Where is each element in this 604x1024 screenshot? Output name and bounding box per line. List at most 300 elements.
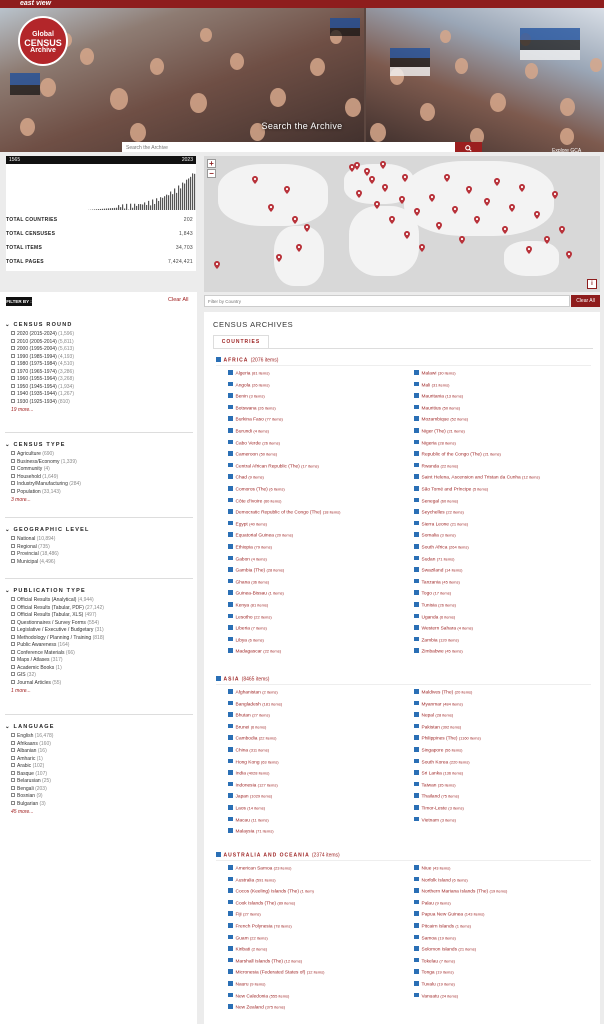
map-pin-icon[interactable] xyxy=(374,201,380,209)
checkbox-checked[interactable] xyxy=(414,567,419,572)
filter-option[interactable] xyxy=(5,763,195,771)
checkbox-checked[interactable] xyxy=(414,935,419,940)
country-item[interactable] xyxy=(228,946,267,953)
filter-option[interactable] xyxy=(5,489,195,497)
checkbox-checked[interactable] xyxy=(228,463,233,468)
checkbox-checked[interactable] xyxy=(228,793,233,798)
country-item[interactable] xyxy=(228,712,270,719)
filter-option[interactable] xyxy=(5,771,195,779)
checkbox[interactable] xyxy=(11,627,15,631)
checkbox-checked[interactable] xyxy=(414,509,419,514)
filter-option[interactable] xyxy=(5,778,195,786)
checkbox-checked[interactable] xyxy=(414,747,419,752)
filter-option[interactable] xyxy=(5,627,195,635)
checkbox-checked[interactable] xyxy=(228,486,233,491)
country-item[interactable] xyxy=(414,428,465,435)
map-info-button[interactable]: i xyxy=(587,279,597,289)
checkbox-checked[interactable] xyxy=(414,689,419,694)
checkbox[interactable] xyxy=(11,597,15,601)
checkbox-checked[interactable] xyxy=(228,509,233,514)
checkbox-checked[interactable] xyxy=(414,648,419,653)
checkbox-checked[interactable] xyxy=(228,637,233,642)
checkbox-checked[interactable] xyxy=(414,370,419,375)
country-item[interactable] xyxy=(228,958,302,965)
checkbox-checked[interactable] xyxy=(228,817,233,822)
filter-option[interactable] xyxy=(5,620,195,628)
checkbox[interactable] xyxy=(11,474,15,478)
checkbox-checked[interactable] xyxy=(228,521,233,526)
country-item[interactable] xyxy=(414,567,463,574)
checkbox-checked[interactable] xyxy=(414,900,419,905)
checkbox[interactable] xyxy=(11,672,15,676)
checkbox-checked[interactable] xyxy=(228,370,233,375)
country-item[interactable] xyxy=(414,532,456,539)
checkbox-checked[interactable] xyxy=(414,614,419,619)
zoom-in-button[interactable]: + xyxy=(207,159,216,168)
checkbox-checked[interactable] xyxy=(414,877,419,882)
country-item[interactable] xyxy=(414,625,473,632)
checkbox-checked[interactable] xyxy=(414,969,419,974)
country-item[interactable] xyxy=(228,935,268,942)
map-pin-icon[interactable] xyxy=(526,246,532,254)
checkbox-checked[interactable] xyxy=(228,993,233,998)
filter-group-title[interactable] xyxy=(5,724,195,730)
checkbox[interactable] xyxy=(11,536,15,540)
country-item[interactable] xyxy=(228,416,283,423)
checkbox[interactable] xyxy=(11,399,15,403)
map-pin-icon[interactable] xyxy=(276,254,282,262)
country-item[interactable] xyxy=(414,498,458,505)
checkbox-checked[interactable] xyxy=(216,357,221,362)
country-item[interactable] xyxy=(414,817,456,824)
checkbox-checked[interactable] xyxy=(228,393,233,398)
filter-option[interactable] xyxy=(5,361,195,369)
country-item[interactable] xyxy=(414,689,472,696)
country-item[interactable] xyxy=(414,637,459,644)
checkbox-checked[interactable] xyxy=(216,676,221,681)
checkbox[interactable] xyxy=(11,466,15,470)
checkbox-checked[interactable] xyxy=(414,911,419,916)
map-pin-icon[interactable] xyxy=(364,168,370,176)
checkbox[interactable] xyxy=(11,605,15,609)
country-item[interactable] xyxy=(228,923,292,930)
checkbox-checked[interactable] xyxy=(228,712,233,717)
checkbox-checked[interactable] xyxy=(228,911,233,916)
show-more-link[interactable]: 19 more... xyxy=(11,407,34,413)
explore-gca-link[interactable]: Explore GCA xyxy=(552,148,582,152)
country-item[interactable] xyxy=(414,993,458,1000)
map-pin-icon[interactable] xyxy=(429,194,435,202)
checkbox[interactable] xyxy=(11,786,15,790)
global-census-archive-logo[interactable] xyxy=(18,16,68,66)
checkbox-checked[interactable] xyxy=(414,556,419,561)
checkbox-checked[interactable] xyxy=(228,969,233,974)
checkbox-checked[interactable] xyxy=(414,544,419,549)
country-item[interactable] xyxy=(414,544,469,551)
map-pin-icon[interactable] xyxy=(502,226,508,234)
checkbox-checked[interactable] xyxy=(228,724,233,729)
map-pin-icon[interactable] xyxy=(436,222,442,230)
checkbox-checked[interactable] xyxy=(228,556,233,561)
country-item[interactable] xyxy=(414,888,507,895)
country-item[interactable] xyxy=(228,625,267,632)
country-item[interactable] xyxy=(228,486,285,493)
country-item[interactable] xyxy=(414,770,463,777)
checkbox-checked[interactable] xyxy=(228,416,233,421)
map-pin-icon[interactable] xyxy=(399,196,405,204)
country-item[interactable] xyxy=(228,969,324,976)
checkbox-checked[interactable] xyxy=(228,382,233,387)
filter-option[interactable] xyxy=(5,376,195,384)
country-item[interactable] xyxy=(414,648,463,655)
country-item[interactable] xyxy=(414,946,476,953)
map-pin-icon[interactable] xyxy=(494,178,500,186)
country-item[interactable] xyxy=(228,759,279,766)
region-header[interactable] xyxy=(216,852,340,859)
country-item[interactable] xyxy=(414,393,463,400)
checkbox-checked[interactable] xyxy=(414,637,419,642)
country-item[interactable] xyxy=(228,428,269,435)
country-item[interactable] xyxy=(414,416,468,423)
country-item[interactable] xyxy=(228,637,264,644)
filter-option[interactable] xyxy=(5,748,195,756)
checkbox-checked[interactable] xyxy=(228,888,233,893)
country-item[interactable] xyxy=(228,782,278,789)
filter-option[interactable] xyxy=(5,597,195,605)
checkbox-checked[interactable] xyxy=(228,735,233,740)
world-map[interactable] xyxy=(204,156,600,292)
country-item[interactable] xyxy=(228,556,267,563)
checkbox-checked[interactable] xyxy=(414,724,419,729)
filter-option[interactable] xyxy=(5,733,195,741)
country-item[interactable] xyxy=(228,981,265,988)
country-item[interactable] xyxy=(414,474,540,481)
filter-option[interactable] xyxy=(5,551,195,559)
country-item[interactable] xyxy=(228,828,274,835)
checkbox-checked[interactable] xyxy=(228,532,233,537)
checkbox[interactable] xyxy=(11,459,15,463)
country-item[interactable] xyxy=(414,759,470,766)
map-pin-icon[interactable] xyxy=(474,216,480,224)
checkbox-checked[interactable] xyxy=(414,393,419,398)
map-pin-icon[interactable] xyxy=(404,231,410,239)
checkbox-checked[interactable] xyxy=(228,701,233,706)
zoom-out-button[interactable]: − xyxy=(207,169,216,178)
checkbox[interactable] xyxy=(11,620,15,624)
checkbox[interactable] xyxy=(11,354,15,358)
map-pin-icon[interactable] xyxy=(292,216,298,224)
map-pin-icon[interactable] xyxy=(284,186,290,194)
checkbox-checked[interactable] xyxy=(414,981,419,986)
country-item[interactable] xyxy=(228,579,269,586)
map-pin-icon[interactable] xyxy=(452,206,458,214)
checkbox-checked[interactable] xyxy=(414,701,419,706)
country-item[interactable] xyxy=(228,590,284,597)
map-pin-icon[interactable] xyxy=(214,261,220,269)
checkbox-checked[interactable] xyxy=(414,793,419,798)
country-item[interactable] xyxy=(228,614,272,621)
checkbox-checked[interactable] xyxy=(414,521,419,526)
checkbox-checked[interactable] xyxy=(228,946,233,951)
checkbox-checked[interactable] xyxy=(228,877,233,882)
checkbox-checked[interactable] xyxy=(228,614,233,619)
filter-option[interactable] xyxy=(5,741,195,749)
clear-all-filters-link[interactable]: Clear All xyxy=(168,297,189,303)
checkbox-checked[interactable] xyxy=(414,405,419,410)
filter-option[interactable] xyxy=(5,635,195,643)
country-item[interactable] xyxy=(228,900,295,907)
checkbox[interactable] xyxy=(11,741,15,745)
tab-countries[interactable]: COUNTRIES xyxy=(213,335,269,348)
country-item[interactable] xyxy=(228,521,267,528)
country-item[interactable] xyxy=(228,463,319,470)
brand-logo-text[interactable]: east view xyxy=(20,0,52,7)
filter-option[interactable] xyxy=(5,642,195,650)
checkbox[interactable] xyxy=(11,544,15,548)
checkbox-checked[interactable] xyxy=(414,958,419,963)
checkbox-checked[interactable] xyxy=(228,474,233,479)
map-pin-icon[interactable] xyxy=(544,236,550,244)
filter-option[interactable] xyxy=(5,665,195,673)
country-item[interactable] xyxy=(228,544,272,551)
checkbox[interactable] xyxy=(11,801,15,805)
checkbox-checked[interactable] xyxy=(228,451,233,456)
checkbox-checked[interactable] xyxy=(414,498,419,503)
country-item[interactable] xyxy=(414,614,455,621)
checkbox-checked[interactable] xyxy=(414,625,419,630)
filter-option[interactable] xyxy=(5,466,195,474)
country-item[interactable] xyxy=(228,405,276,412)
country-item[interactable] xyxy=(228,735,277,742)
checkbox[interactable] xyxy=(11,733,15,737)
checkbox-checked[interactable] xyxy=(414,805,419,810)
country-item[interactable] xyxy=(228,747,269,754)
filter-group-title[interactable] xyxy=(5,322,195,328)
map-pin-icon[interactable] xyxy=(268,204,274,212)
country-item[interactable] xyxy=(228,805,265,812)
country-item[interactable] xyxy=(228,817,269,824)
checkbox-checked[interactable] xyxy=(228,405,233,410)
country-item[interactable] xyxy=(228,393,265,400)
country-item[interactable] xyxy=(414,451,501,458)
filter-option[interactable] xyxy=(5,369,195,377)
map-pin-icon[interactable] xyxy=(252,176,258,184)
timeline-histogram[interactable] xyxy=(6,164,196,212)
checkbox-checked[interactable] xyxy=(414,759,419,764)
region-header[interactable] xyxy=(216,357,278,364)
filter-option[interactable] xyxy=(5,544,195,552)
country-item[interactable] xyxy=(414,463,458,470)
checkbox-checked[interactable] xyxy=(414,993,419,998)
map-pin-icon[interactable] xyxy=(534,211,540,219)
checkbox[interactable] xyxy=(11,551,15,555)
filter-option[interactable] xyxy=(5,680,195,688)
map-pin-icon[interactable] xyxy=(519,184,525,192)
checkbox[interactable] xyxy=(11,650,15,654)
checkbox[interactable] xyxy=(11,369,15,373)
country-item[interactable] xyxy=(414,900,451,907)
checkbox[interactable] xyxy=(11,391,15,395)
country-item[interactable] xyxy=(228,865,291,872)
country-item[interactable] xyxy=(414,579,460,586)
filter-option[interactable] xyxy=(5,384,195,392)
checkbox[interactable] xyxy=(11,680,15,684)
checkbox-checked[interactable] xyxy=(228,498,233,503)
filter-option[interactable] xyxy=(5,354,195,362)
search-button[interactable] xyxy=(455,142,482,152)
filter-option[interactable] xyxy=(5,801,195,809)
checkbox[interactable] xyxy=(11,489,15,493)
filter-option[interactable] xyxy=(5,756,195,764)
checkbox-checked[interactable] xyxy=(414,474,419,479)
checkbox-checked[interactable] xyxy=(228,923,233,928)
checkbox-checked[interactable] xyxy=(228,689,233,694)
checkbox-checked[interactable] xyxy=(228,828,233,833)
country-item[interactable] xyxy=(414,981,455,988)
country-item[interactable] xyxy=(414,923,471,930)
checkbox-checked[interactable] xyxy=(216,852,221,857)
country-item[interactable] xyxy=(414,521,468,528)
country-item[interactable] xyxy=(228,911,261,918)
country-item[interactable] xyxy=(414,712,453,719)
country-item[interactable] xyxy=(228,701,282,708)
country-item[interactable] xyxy=(414,958,455,965)
country-item[interactable] xyxy=(228,877,276,884)
filter-option[interactable] xyxy=(5,786,195,794)
checkbox[interactable] xyxy=(11,763,15,767)
country-item[interactable] xyxy=(228,451,277,458)
map-pin-icon[interactable] xyxy=(380,161,386,169)
checkbox[interactable] xyxy=(11,376,15,380)
map-pin-icon[interactable] xyxy=(559,226,565,234)
checkbox-checked[interactable] xyxy=(414,888,419,893)
country-item[interactable] xyxy=(228,793,272,800)
checkbox[interactable] xyxy=(11,451,15,455)
map-pin-icon[interactable] xyxy=(566,251,572,259)
checkbox[interactable] xyxy=(11,748,15,752)
checkbox-checked[interactable] xyxy=(414,923,419,928)
country-item[interactable] xyxy=(414,602,456,609)
checkbox-checked[interactable] xyxy=(228,958,233,963)
archive-search-input[interactable] xyxy=(122,142,455,152)
show-more-link[interactable]: 3 more... xyxy=(11,497,31,503)
checkbox-checked[interactable] xyxy=(228,759,233,764)
checkbox-checked[interactable] xyxy=(414,817,419,822)
checkbox-checked[interactable] xyxy=(414,416,419,421)
filter-option[interactable] xyxy=(5,399,195,407)
country-item[interactable] xyxy=(414,724,461,731)
country-item[interactable] xyxy=(228,567,284,574)
filter-option[interactable] xyxy=(5,612,195,620)
country-item[interactable] xyxy=(414,865,451,872)
country-item[interactable] xyxy=(414,782,456,789)
filter-option[interactable] xyxy=(5,339,195,347)
map-pin-icon[interactable] xyxy=(402,174,408,182)
map-pin-icon[interactable] xyxy=(296,244,302,252)
country-item[interactable] xyxy=(414,590,451,597)
country-item[interactable] xyxy=(228,440,280,447)
checkbox[interactable] xyxy=(11,612,15,616)
filter-group-title[interactable] xyxy=(5,527,195,533)
country-item[interactable] xyxy=(228,382,270,389)
map-pin-icon[interactable] xyxy=(419,244,425,252)
filter-option[interactable] xyxy=(5,536,195,544)
country-item[interactable] xyxy=(414,911,484,918)
filter-option[interactable] xyxy=(5,459,195,467)
filter-by-country-input[interactable] xyxy=(204,295,570,307)
country-item[interactable] xyxy=(228,602,268,609)
map-pin-icon[interactable] xyxy=(484,198,490,206)
filter-option[interactable] xyxy=(5,559,195,567)
checkbox-checked[interactable] xyxy=(228,567,233,572)
filter-option[interactable] xyxy=(5,331,195,339)
checkbox-checked[interactable] xyxy=(414,382,419,387)
country-item[interactable] xyxy=(228,509,340,516)
checkbox-checked[interactable] xyxy=(228,782,233,787)
filter-option[interactable] xyxy=(5,481,195,489)
checkbox[interactable] xyxy=(11,346,15,350)
checkbox[interactable] xyxy=(11,771,15,775)
filter-option[interactable] xyxy=(5,657,195,665)
country-item[interactable] xyxy=(228,770,269,777)
checkbox[interactable] xyxy=(11,756,15,760)
map-pin-icon[interactable] xyxy=(389,216,395,224)
checkbox-checked[interactable] xyxy=(414,865,419,870)
checkbox-checked[interactable] xyxy=(228,900,233,905)
show-more-link[interactable]: 45 more... xyxy=(11,809,34,815)
checkbox[interactable] xyxy=(11,481,15,485)
map-pin-icon[interactable] xyxy=(382,184,388,192)
checkbox-checked[interactable] xyxy=(414,602,419,607)
checkbox[interactable] xyxy=(11,665,15,669)
checkbox-checked[interactable] xyxy=(228,865,233,870)
checkbox-checked[interactable] xyxy=(228,544,233,549)
checkbox-checked[interactable] xyxy=(414,579,419,584)
country-item[interactable] xyxy=(414,440,456,447)
checkbox-checked[interactable] xyxy=(414,451,419,456)
checkbox-checked[interactable] xyxy=(228,648,233,653)
country-item[interactable] xyxy=(228,474,264,481)
country-item[interactable] xyxy=(228,370,270,377)
country-item[interactable] xyxy=(228,724,266,731)
country-item[interactable] xyxy=(228,648,281,655)
country-item[interactable] xyxy=(414,877,468,884)
checkbox-checked[interactable] xyxy=(228,981,233,986)
country-item[interactable] xyxy=(414,701,463,708)
country-item[interactable] xyxy=(414,556,455,563)
checkbox[interactable] xyxy=(11,361,15,365)
checkbox-checked[interactable] xyxy=(228,440,233,445)
checkbox-checked[interactable] xyxy=(228,602,233,607)
checkbox[interactable] xyxy=(11,339,15,343)
country-item[interactable] xyxy=(414,405,460,412)
checkbox-checked[interactable] xyxy=(228,805,233,810)
filter-group-title[interactable] xyxy=(5,442,195,448)
checkbox[interactable] xyxy=(11,778,15,782)
map-pin-icon[interactable] xyxy=(304,224,310,232)
map-pin-icon[interactable] xyxy=(552,191,558,199)
checkbox-checked[interactable] xyxy=(414,440,419,445)
country-item[interactable] xyxy=(414,969,454,976)
map-pin-icon[interactable] xyxy=(444,174,450,182)
map-pin-icon[interactable] xyxy=(356,190,362,198)
map-pin-icon[interactable] xyxy=(509,204,515,212)
filter-option[interactable] xyxy=(5,451,195,459)
checkbox-checked[interactable] xyxy=(228,625,233,630)
map-pin-icon[interactable] xyxy=(466,186,472,194)
clear-all-button[interactable]: Clear All xyxy=(571,295,600,307)
checkbox-checked[interactable] xyxy=(414,428,419,433)
